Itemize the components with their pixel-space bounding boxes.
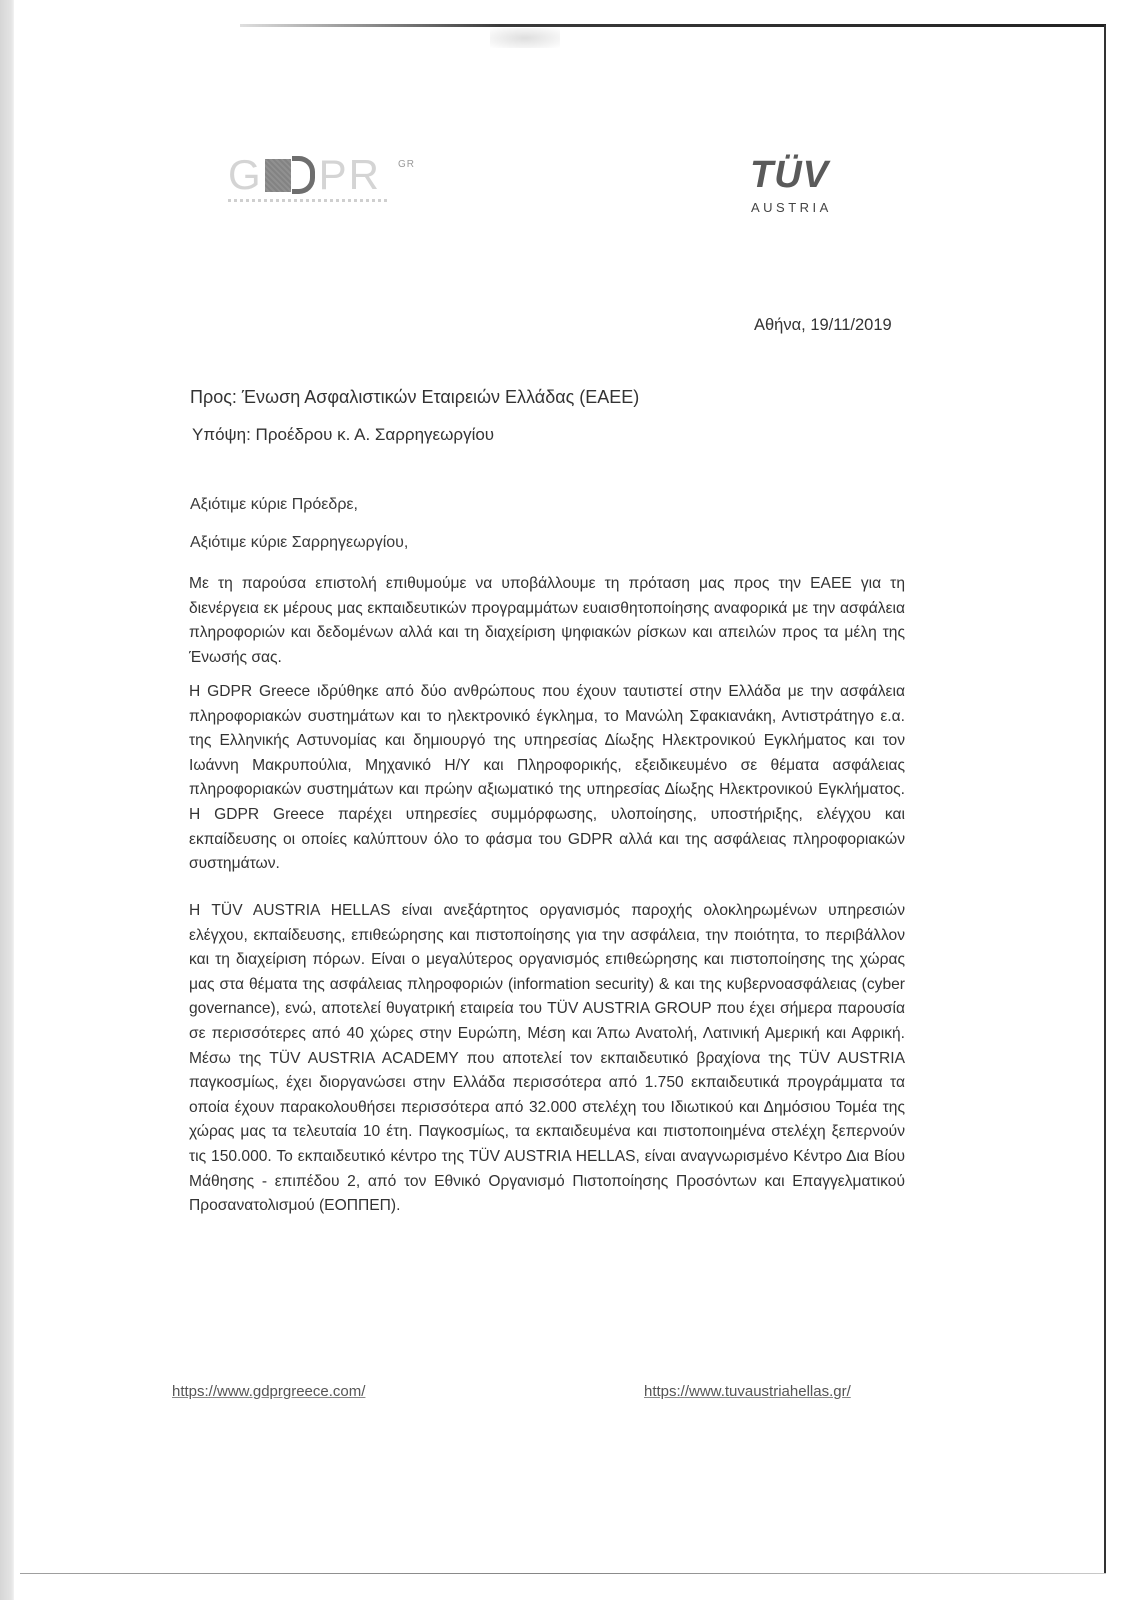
gdpr-greece-website-link[interactable]: https://www.gdprgreece.com/ [172, 1383, 366, 1400]
page-bottom-edge [20, 1573, 1106, 1574]
tuv-wordmark: TÜV [750, 154, 829, 196]
tuv-austria-hellas-website-link[interactable]: https://www.tuvaustriahellas.gr/ [644, 1383, 851, 1400]
page-right-edge [1104, 25, 1106, 1573]
scan-smudge [490, 28, 560, 48]
gdpr-greece-logo [228, 151, 458, 212]
tuv-subtitle: AUSTRIA [751, 200, 832, 215]
gdpr-tagline [228, 199, 388, 202]
body-paragraph: Η TÜV AUSTRIA HELLAS είναι ανεξάρτητος οργανισμός παροχής ολοκληρωμένων υπηρεσιών ελέγχου, εκπαίδευσης, επιθεώρησης και πιστοποίησης για την ασφάλεια, την ποιότητα, το περιβάλλον και τη διαχείριση πόρων. Είναι ο μεγαλύτερος οργανισμός επιθεώρησης και πιστοποίησης της χώρας μας στα θέματα της ασφάλειας πληροφοριών (information security) & και της κυβερνοασφάλειας (cyber governance), ενώ, αποτελεί θυγατρική εταιρεία του TÜV AUSTRIA GROUP που έχει σήμερα παρουσία σε περισσότερες από 40 χώρες στην Ευρώπη, Μέση και Άπω Ανατολή, Λατινική Αμερική και Αφρική. Μέσω της TÜV AUSTRIA ACADEMY που αποτελεί τον εκπαιδευτικό βραχίονα της TÜV AUSTRIA παγκοσμίως, έχει διοργανώσει στην Ελλάδα περισσότερα από 1.750 εκπαιδευτικά προγράμματα τα οποία έχουν παρακολουθήσει περισσότερα από 32.000 στελέχη του Ιδιωτικού και Δημόσιου Τομέα της χώρας μας τα τελευταία 10 έτη. Παγκοσμίως, τα εκπαιδευμένα και πιστοποιημένα στελέχη ξεπερνούν τις 150.000. Το εκπαιδευτικό κέντρο της TÜV AUSTRIA HELLAS, είναι αναγνωρισμένο Κέντρο Δια Βίου Μάθησης - επιπέδου 2, από τον Εθνικό Οργανισμό Πιστοποίησης Προσόντων και Επαγγελματικού Προσανατολισμού (ΕΟΠΠΕΠ). [189, 902, 905, 1215]
salutation-line: Αξιότιμε κύριε Σαρρηγεωργίου, [190, 534, 409, 551]
attention-line: Υπόψη: Προέδρου κ. Α. Σαρρηγεωργίου [192, 425, 495, 444]
gdpr-superscript: GR [398, 159, 415, 170]
body-paragraph: Με τη παρούσα επιστολή επιθυμούμε να υποβάλλουμε τη πρόταση μας προς την ΕΑΕΕ για τη διενέργεια εκ μέρους μας εκπαιδευτικών προγραμμάτων ευαισθητοποίησης αναφορικά με την ασφάλεια πληροφοριών και δεδομένων αλλά και τη διαχείριση ψηφιακών ρίσκων και απειλών προς τα μέλη της Ένωσής σας. [189, 575, 905, 666]
gdpr-letter-g: G [228, 151, 263, 198]
salutation-line: Αξιότιμε κύριε Πρόεδρε, [190, 496, 358, 513]
letter-date: Αθήνα, 19/11/2019 [754, 316, 892, 334]
scan-edge-strip [0, 0, 14, 1600]
tuv-austria-logo [748, 152, 868, 222]
page-top-edge [240, 24, 1106, 27]
gdpr-letters-pr: PR [318, 151, 382, 198]
padlock-icon [265, 159, 291, 192]
body-paragraph: Η GDPR Greece ιδρύθηκε από δύο ανθρώπους που έχουν ταυτιστεί στην Ελλάδα με την ασφάλεια πληροφοριακών συστημάτων και το ηλεκτρονικό έγκλημα, το Μανώλη Σφακιανάκη, Αντιστράτηγο ε.α. της Ελληνικής Αστυνομίας και δημιουργό της υπηρεσίας Δίωξης Ηλεκτρονικού Εγκλήματος και τον Ιωάννη Μακρυπούλια, Μηχανικό Η/Υ και Πληροφορικής, εξειδικευμένο σε θέματα ασφάλειας πληροφοριακών συστημάτων και πρώην αξιωματικό της υπηρεσίας Δίωξης Ηλεκτρονικού Εγκλήματος. Η GDPR Greece παρέχει υπηρεσίες συμμόρφωσης, υλοποίησης, υποστήριξης, ελέγχου και εκπαίδευσης οι οποίες καλύπτουν όλο το φάσμα του GDPR αλλά και της ασφάλειας πληροφοριακών συστημάτων. [189, 683, 905, 873]
gdpr-wordmark [228, 151, 382, 198]
gdpr-letter-d-shape [292, 156, 315, 194]
recipient-line: Προς: Ένωση Ασφαλιστικών Εταιρειών Ελλάδας (ΕΑΕΕ) [190, 387, 640, 407]
